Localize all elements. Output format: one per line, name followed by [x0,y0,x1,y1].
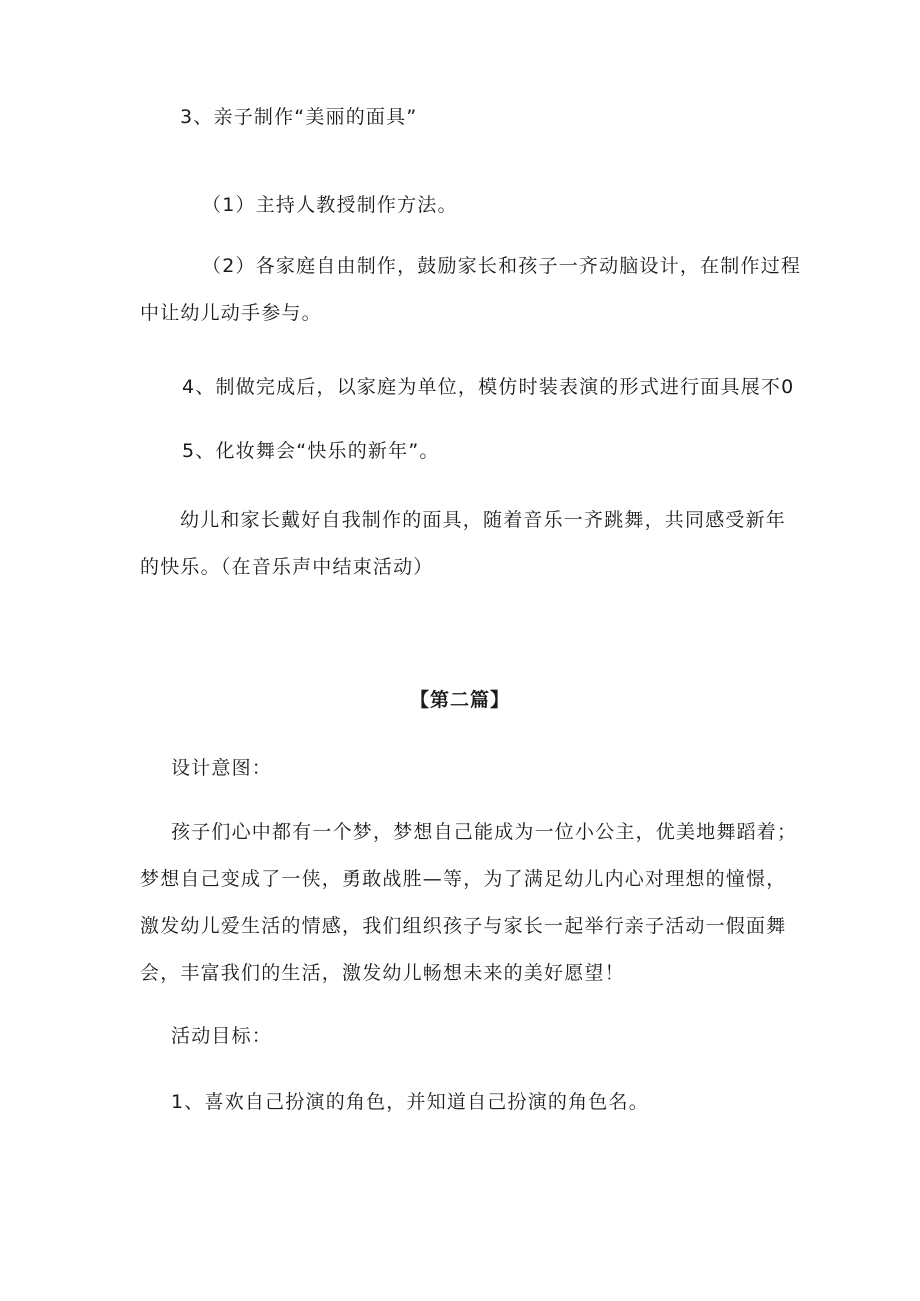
section-heading-part-two: 【第二篇】 [409,689,510,711]
design-intent-line-3: 激发幼儿爱生活的情感，我们组织孩子与家长一起举行亲子活动一假面舞 [140,915,787,937]
substep-2-line-2: 中让幼儿动手参与。 [140,302,322,324]
activity-goals-label: 活动目标： [171,1025,273,1047]
closing-paragraph [140,497,786,591]
activity-goal-1: 1、喜欢自己扮演的角色，并知道自己扮演的角色名。 [171,1091,649,1113]
design-intent-line-4: 会，丰富我们的生活，激发幼儿畅想未来的美好愿望！ [140,962,625,984]
step-3-parent-child-mask-making: 3、亲子制作“美丽的面具” [180,106,418,128]
design-intent-label: 设计意图： [171,757,273,779]
closing-line-1: 幼儿和家长戴好自我制作的面具，随着音乐一齐跳舞，共同感受新年 [180,509,787,531]
substep-2-line-1: （2）各家庭自由制作，鼓励家长和孩子一齐动脑设计，在制作过程 [202,255,802,277]
substep-1-host-teaches-method: （1）主持人教授制作方法。 [202,194,458,216]
design-intent-paragraph [140,809,797,997]
closing-line-2: 的快乐。（在音乐声中结束活动） [140,556,434,578]
step-5-masquerade: 5、化妆舞会“快乐的新年”。 [182,440,440,462]
design-intent-line-2: 梦想自己变成了一侠，勇敢战胜—等，为了满足幼儿内心对理想的憧憬， [140,868,787,890]
design-intent-line-1: 孩子们心中都有一个梦，梦想自己能成为一位小公主，优美地舞蹈着； [171,821,798,843]
substep-2-family-free-making [140,243,801,337]
step-4-mask-show: 4、制做完成后，以家庭为单位，模仿时装表演的形式进行面具展不0 [182,376,795,398]
